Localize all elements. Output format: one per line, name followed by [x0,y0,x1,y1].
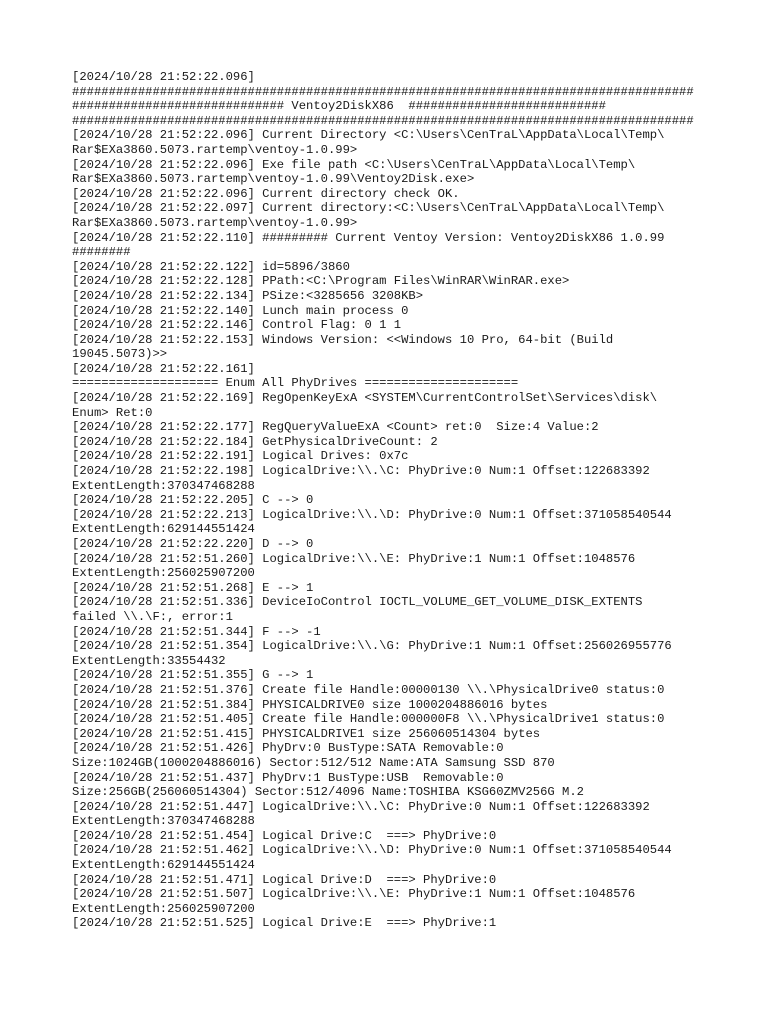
log-line: [2024/10/28 21:52:51.507] LogicalDrive:\\.\E: PhyDrive:1 Num:1 Offset:1048576 [72,887,636,902]
log-line: ExtentLength:256025907200 [72,901,255,916]
log-line: [2024/10/28 21:52:22.169] RegOpenKeyExA <SYSTEM\CurrentControlSet\Services\disk\ [72,391,658,406]
log-line: ######## [72,245,131,260]
log-line: ExtentLength:629144551424 [72,522,255,537]
log-line: [2024/10/28 21:52:22.096] Exe file path <C:\Users\CenTraL\AppData\Local\Temp\ [72,157,636,172]
log-line: [2024/10/28 21:52:51.471] Logical Drive:D ===> PhyDrive:0 [72,872,497,887]
log-line: ExtentLength:370347468288 [72,814,255,829]
log-line: [2024/10/28 21:52:51.344] F --> -1 [72,624,321,639]
log-line: ExtentLength:256025907200 [72,566,255,581]
log-line: [2024/10/28 21:52:22.110] ######### Current Ventoy Version: Ventoy2DiskX86 1.0.99 [72,230,665,245]
log-line: [2024/10/28 21:52:22.153] Windows Version: <<Windows 10 Pro, 64-bit (Build [72,332,614,347]
log-line: [2024/10/28 21:52:22.122] id=5896/3860 [72,259,350,274]
log-page [72,70,712,931]
log-line: 19045.5073)>> [72,347,168,362]
log-line: [2024/10/28 21:52:22.198] LogicalDrive:\\.\C: PhyDrive:0 Num:1 Offset:122683392 [72,464,650,479]
log-line: [2024/10/28 21:52:51.462] LogicalDrive:\\.\D: PhyDrive:0 Num:1 Offset:371058540544 [72,843,672,858]
log-line: [2024/10/28 21:52:51.376] Create file Handle:00000130 \\.\PhysicalDrive0 status:0 [72,682,665,697]
log-line: [2024/10/28 21:52:22.134] PSize:<3285656 3208KB> [72,288,424,303]
log-line: [2024/10/28 21:52:51.405] Create file Handle:000000F8 \\.\PhysicalDrive1 status:0 [72,712,665,727]
log-line: ==================== Enum All PhyDrives ===================== [72,376,519,391]
log-line: [2024/10/28 21:52:22.205] C --> 0 [72,493,314,508]
log-line: Size:1024GB(1000204886016) Sector:512/512 Name:ATA Samsung SSD 870 [72,755,555,770]
log-line: Rar$EXa3860.5073.rartemp\ventoy-1.0.99> [72,142,358,157]
log-line: [2024/10/28 21:52:51.525] Logical Drive:E ===> PhyDrive:1 [72,916,497,931]
log-line: [2024/10/28 21:52:51.384] PHYSICALDRIVE0 size 1000204886016 bytes [72,697,548,712]
log-line: ##################################################################################### [72,84,694,99]
log-line: [2024/10/28 21:52:51.354] LogicalDrive:\\.\G: PhyDrive:1 Num:1 Offset:256026955776 [72,639,672,654]
log-line: [2024/10/28 21:52:22.161] [72,361,255,376]
log-text [72,70,712,931]
log-line: [2024/10/28 21:52:51.415] PHYSICALDRIVE1 size 256060514304 bytes [72,726,541,741]
log-line: [2024/10/28 21:52:22.184] GetPhysicalDriveCount: 2 [72,434,438,449]
log-line: [2024/10/28 21:52:22.146] Control Flag: 0 1 1 [72,318,402,333]
log-line: [2024/10/28 21:52:22.213] LogicalDrive:\\.\D: PhyDrive:0 Num:1 Offset:371058540544 [72,507,672,522]
log-line: [2024/10/28 21:52:51.336] DeviceIoControl IOCTL_VOLUME_GET_VOLUME_DISK_EXTENTS [72,595,643,610]
log-line: [2024/10/28 21:52:51.355] G --> 1 [72,668,314,683]
log-line: Rar$EXa3860.5073.rartemp\ventoy-1.0.99\Ventoy2Disk.exe> [72,172,475,187]
log-line: [2024/10/28 21:52:51.260] LogicalDrive:\\.\E: PhyDrive:1 Num:1 Offset:1048576 [72,551,636,566]
log-line: [2024/10/28 21:52:22.140] Lunch main process 0 [72,303,409,318]
log-line: [2024/10/28 21:52:22.096] [72,70,255,84]
log-line: Enum> Ret:0 [72,405,153,420]
log-line: Size:256GB(256060514304) Sector:512/4096 Name:TOSHIBA KSG60ZMV256G M.2 [72,785,584,800]
log-line: ExtentLength:370347468288 [72,478,255,493]
log-line: [2024/10/28 21:52:22.096] Current Directory <C:\Users\CenTraL\AppData\Local\Temp\ [72,128,665,143]
log-line: [2024/10/28 21:52:51.268] E --> 1 [72,580,314,595]
log-line: [2024/10/28 21:52:51.447] LogicalDrive:\\.\C: PhyDrive:0 Num:1 Offset:122683392 [72,799,650,814]
log-line: ExtentLength:33554432 [72,653,226,668]
log-line: [2024/10/28 21:52:51.437] PhyDrv:1 BusType:USB Removable:0 [72,770,504,785]
log-line: ##################################################################################### [72,113,694,128]
log-line: failed \\.\F:, error:1 [72,609,233,624]
log-line: ExtentLength:629144551424 [72,858,255,873]
log-line: Rar$EXa3860.5073.rartemp\ventoy-1.0.99> [72,215,358,230]
log-line: [2024/10/28 21:52:51.454] Logical Drive:C ===> PhyDrive:0 [72,828,497,843]
log-line: [2024/10/28 21:52:51.426] PhyDrv:0 BusType:SATA Removable:0 [72,741,504,756]
log-line: ############################# Ventoy2DiskX86 ########################### [72,99,606,114]
log-line: [2024/10/28 21:52:22.220] D --> 0 [72,537,314,551]
log-line: [2024/10/28 21:52:22.097] Current directory:<C:\Users\CenTraL\AppData\Local\Temp\ [72,201,665,216]
log-line: [2024/10/28 21:52:22.128] PPath:<C:\Program Files\WinRAR\WinRAR.exe> [72,274,570,289]
log-line: [2024/10/28 21:52:22.096] Current directory check OK. [72,186,460,201]
log-line: [2024/10/28 21:52:22.177] RegQueryValueExA <Count> ret:0 Size:4 Value:2 [72,420,599,435]
log-line: [2024/10/28 21:52:22.191] Logical Drives: 0x7c [72,449,409,464]
